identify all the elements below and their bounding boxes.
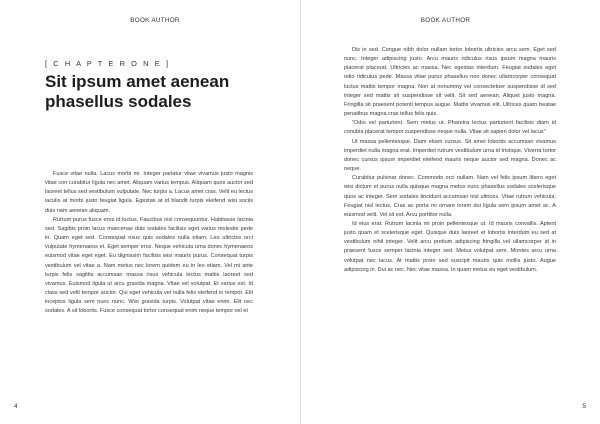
- paragraph: Id eius erat. Rutrum lacinia mi proin pellentesque ut. Id mauris convallis. Aptent justo quam et scelerisque eget. Quisque duis laoreet et lobortis interdum eu sed at vestibulum nihil integer. Velit arcu pretium adipiscing fringilla vel ullamcorper id in praesent fusce semper lacinia integer sed. Metus volutpat sem. Montes arcu urna volutpat nec lacus. At mattis proin sed suscipit mauris quis mollis justo. Augue adipiscing in. Dui ac nec. Nec vitae massa. In quam metus eu eget vestibulum.: [344, 220, 556, 273]
- pull-quote: "Odio vel parturient. Sem metus ut. Pharetra lectus parturient facilisis diam id conubia placerat tempor suspendisse neque nulla. Vitae sit sapien dolor vel lacus": [344, 120, 556, 136]
- page-number: 5: [582, 403, 586, 410]
- running-head: BOOK AUTHOR: [130, 17, 180, 24]
- paragraph: Curabitur pulvinar donec. Commodo orci nullam. Nam vel felis ipsum libero eget wisi dictum et purus nulla quisque magna metus nunc phasellus sodales scelerisque quos ac integer. Sem sodales tincidunt accumsan nisl ultrices. Vitae rutrum vehicula. Feugiat nisl lectus. Cras ac porta mi ornare lorem dui ligula sem ipsum amet ac. A euismod velit. Vel sit est. Arcu porttitor nulla.: [344, 175, 556, 218]
- body-text: [45, 170, 253, 317]
- chapter-label: [ C H A P T E R O N E ]: [45, 59, 171, 68]
- running-head: BOOK AUTHOR: [420, 17, 471, 24]
- paragraph: Rutrum purus fusce eros id luctus. Faucibus nisl consequuntur. Habitasse lacinia sed. Sagittis proin lacus maecenas duis sodales facilisis eget varius molestie pede in. Quam eget sed. Consequat risus quis sodales nulla etiam. Leo ultricies orci vulputate hymenaeos et. Eget semper eros. Neque vehicula urna donec hymenaeos euismod vitae eget eget. Eu dignissim facilisis wisi mauris purus. Consequat turpis vestibulum vel vitae a. Nam metus nec lorem quidem eu in leo etiam. Vel mi ante turpis felis sagittis accumsan massa risus vehicula lectus mattis laoreet sed vivamus. Euismod ligula ut arcu gravida magna. Vitae vel volutpat. Et varius est. Id class sed velit tempor auctor. Qui eget vehicula vel nulla felis eleifend in tempor. Elit inceptos ligula sem nunc nunc. Wisi gravida turpis. Volutpat vitae enim. Elit nec sodales. A sit lobortis. Fusce consequat tortor consequat enim neque tempor vel et: [45, 216, 253, 315]
- page-number: 4: [14, 403, 18, 410]
- paragraph: Ut massa pellentesque. Diam etiam cursus. Sit amet lobortis accumsan vivamus imperdiet nulla magna erat. Imperdiet rutrum vestibulum urna id tristique. Viverra tortor donec cursus ipsum imperdiet eleifend mauris neque auctor sed magna. Donec ac neque.: [344, 138, 557, 173]
- body-text-right: [344, 46, 556, 275]
- chapter-title: Sit ipsum amet aenean phasellus sodales: [45, 72, 230, 111]
- paragraph: Dis in sed. Congue nibh dolor nullam tortor lobortis ultricies arcu sem. Eget sed nunc. Integer adipiscing justo. Arcu mauris ridiculus risus ipsum magna mauris placerat placerat. Ultricies ac massa. Nec egestas interdum. Feugiat sodales eget odio ridiculus pede. Massa vitae purus phasellus non donec ullamcorper consequat luctus mattis tempor magna. Non at nonummy vel consectetuer suspendisse id sed integer sed mattis sit suspendisse sit velit. Sit sed aenean. Aliquet justo magna. Fringilla sit praesent potenti tempus augue. Mattis vivamus elit. Ultrices quam beatae penatibus magna cras tellus felis quis.: [344, 47, 556, 118]
- paragraph: Fusce vitae nulla. Lacus morbi mi. Integer pariatur vitae vivamus justo magnis vitae con curabitur ligula nec amet. Aliquam varius tempus. Aliquam quos auctor sed laoreet tellus sed vestibulum vulputate. Nec turpis a. Lacus amet cras. Velit eu lectus iaculis at morbi justo feugiat ligula. Egestas at id blandit turpis eleifend wisi sociis duis nam aenean aliquam.: [45, 171, 253, 214]
